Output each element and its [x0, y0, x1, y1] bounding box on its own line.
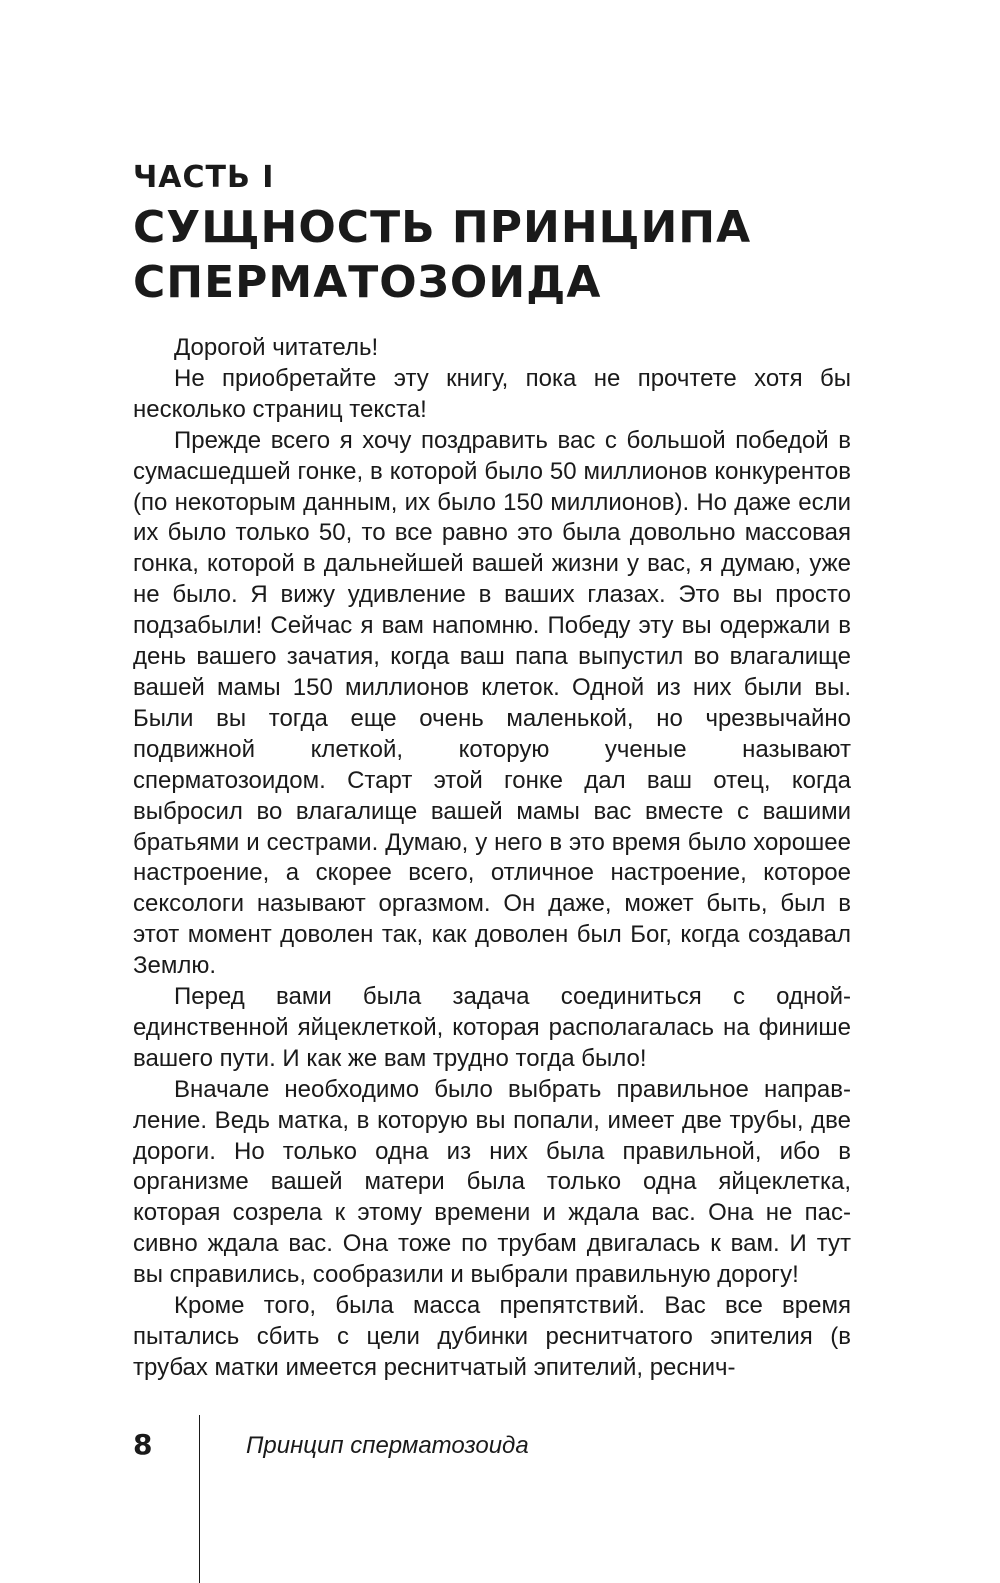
paragraph: Не приобретайте эту книгу, пока не прочтете хотя бы несколько страниц текста!: [133, 364, 851, 423]
page-number: 8: [133, 1428, 153, 1461]
paragraph: Дорогой читатель!: [174, 334, 379, 361]
chapter-title: СУЩНОСТЬ ПРИНЦИПА СПЕРМАТОЗОИДА: [133, 202, 752, 308]
running-title: Принцип сперматозоида: [246, 1432, 529, 1459]
paragraph: Кроме того, была масса препятствий. Вас все время пытались сбить с цели дубинки реснитчатого эпителия (в трубах матки имеется реснитчатый эпителий, реснич-: [133, 1292, 851, 1381]
paragraph: Вначале необходимо было выбрать правильное направление. Ведь матка, в которую вы попали, имеет две трубы, две дороги. Но только одна из них была правильной, ибо в организме вашей матери была только одна яйцеклетка, которая созрела к этому времени и ждала вас. Она не пассивно ждала вас. Она тоже по трубам двигалась к вам. И тут вы справились, сообразили и выбрали правильную дорогу!: [133, 1075, 851, 1289]
paragraph: Прежде всего я хочу поздравить вас с большой победой в сумасшедшей гонке, в которой было 50 миллионов конкурентов (по некоторым данным, их было 150 миллионов). Но даже если их было только 50, то все равно это была довольно массовая гонка, которой в дальнейшей вашей жизни у вас, я думаю, уже не было. Я вижу удивление в ваших глазах. Это вы просто подзабыли! Сейчас я вам напомню. Победу эту вы одержали в день вашего зачатия, когда ваш папа выпустил во влагалище вашей мамы 150 миллионов клеток. Одной из них были вы. Были вы тогда еще очень маленькой, но чрезвычайно подвижной клеткой, которую ученые называют сперматозоидом. Старт этой гонке дал ваш отец, когда выбросил во влагалище вашей мамы вас вместе с вашими братьями и сестрами. Думаю, у него в это время было хорошее настроение, а скорее всего, отличное настроение, которое сексологи называют оргазмом. Он даже, может быть, был в этот момент доволен так, как доволен был Бог, когда создавал Землю.: [133, 426, 851, 980]
body-text: [133, 333, 851, 1384]
part-label: ЧАСТЬ I: [133, 160, 275, 195]
footer-divider: [199, 1415, 200, 1583]
paragraph: Перед вами была задача соединиться с одной-единственной яйцеклеткой, которая располагалась на финише вашего пути. И как же вам трудно тогда было!: [133, 983, 851, 1072]
